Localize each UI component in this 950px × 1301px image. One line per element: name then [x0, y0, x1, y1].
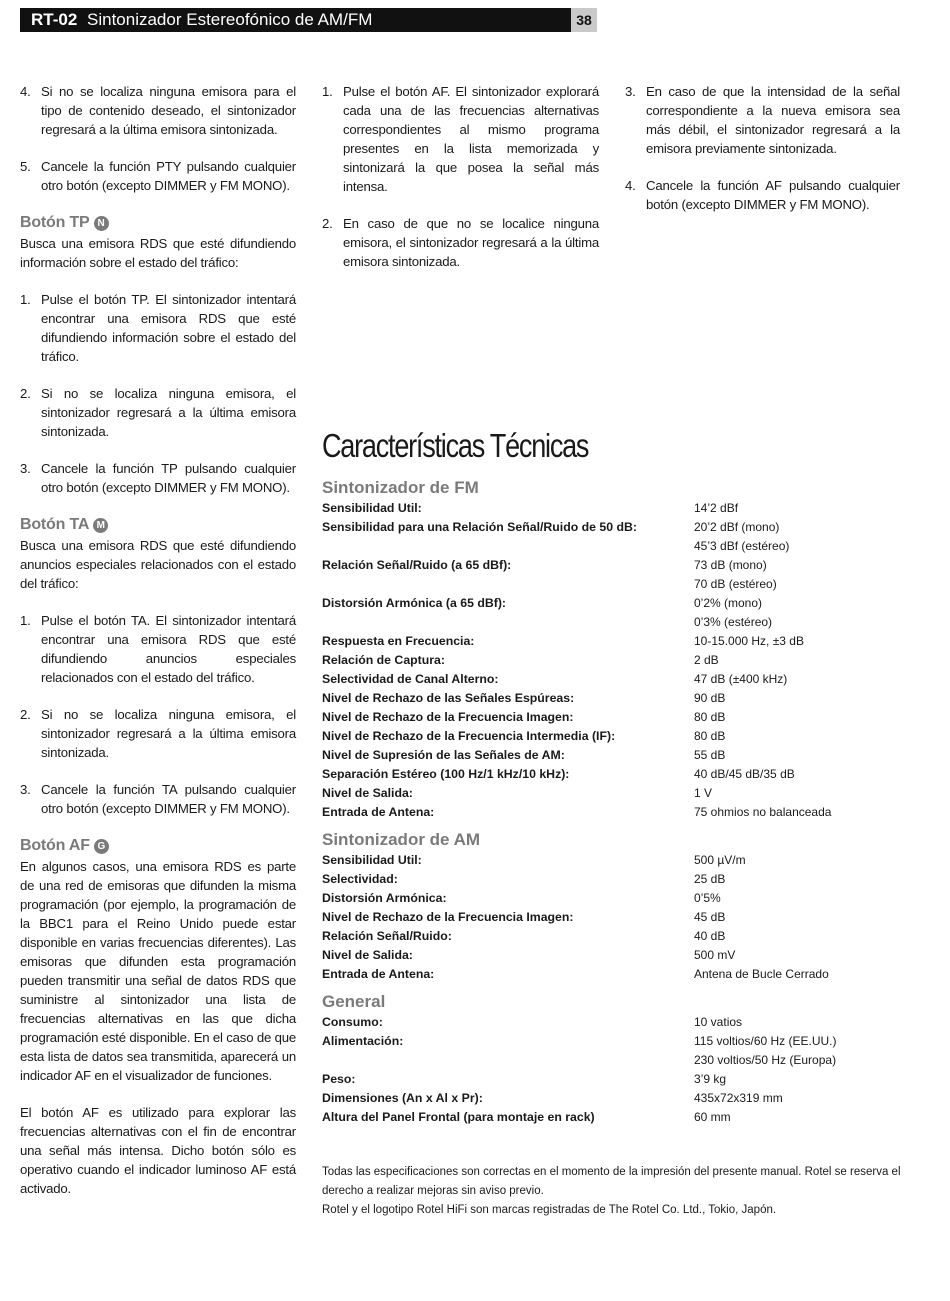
heading-text: Botón AF — [20, 837, 90, 854]
left-column — [20, 82, 296, 1216]
specs-title: Características Técnicas — [322, 427, 589, 464]
spec-row — [322, 1032, 902, 1051]
spec-value: 435x72x319 mm — [694, 1091, 783, 1105]
spec-value: 0’3% (estéreo) — [694, 615, 773, 629]
spec-value: 500 µV/m — [694, 853, 746, 867]
spec-label: Nivel de Rechazo de la Frecuencia Imagen: — [322, 910, 574, 924]
item-text: En caso de que no se localice ninguna emisora, el sintonizador regresará a la última emisora sintonizada. — [343, 216, 599, 269]
spec-value: 47 dB (±400 kHz) — [694, 672, 788, 686]
heading-text: Botón TP — [20, 214, 90, 231]
spec-value: 3’9 kg — [694, 1072, 727, 1086]
heading-text: Botón TA — [20, 516, 90, 533]
spec-label: Dimensiones (An x Al x Pr): — [322, 1091, 483, 1105]
spec-row — [322, 613, 902, 632]
spec-row — [322, 632, 902, 651]
item-number: 2. — [20, 386, 31, 401]
spec-value: 10 vatios — [694, 1015, 743, 1029]
spec-rows — [322, 1013, 902, 1127]
spec-row — [322, 908, 902, 927]
spec-row — [322, 499, 902, 518]
list-item — [20, 157, 296, 195]
item-text: Pulse el botón AF. El sintonizador explorará cada una de las frecuencias alternativas correspondientes al mismo programa presentes en la lista memorizada y sintonizará la que posea la señal más intensa. — [343, 84, 599, 194]
spec-label: Relación de Captura: — [322, 653, 445, 667]
spec-label: Selectividad: — [322, 872, 398, 886]
spec-value: 73 dB (mono) — [694, 558, 767, 572]
spec-row — [322, 670, 902, 689]
button-badge: G — [94, 839, 109, 854]
spec-row — [322, 1089, 902, 1108]
item-number: 5. — [20, 159, 31, 174]
spec-row — [322, 927, 902, 946]
item-text: Cancele la función PTY pulsando cualquier otro botón (excepto DIMMER y FM MONO). — [41, 159, 296, 193]
spec-row — [322, 594, 902, 613]
spec-value: 40 dB — [694, 929, 726, 943]
spec-label: Nivel de Rechazo de la Frecuencia Intermedia (IF): — [322, 729, 616, 743]
spec-value: 45 dB — [694, 910, 726, 924]
spec-row — [322, 575, 902, 594]
spec-row — [322, 689, 902, 708]
spec-value: 10-15.000 Hz, ±3 dB — [694, 634, 804, 648]
spec-heading: Sintonizador de AM — [322, 830, 481, 849]
item-number: 1. — [20, 292, 31, 307]
button-badge: M — [93, 518, 108, 533]
header-model: RT-02 — [31, 10, 78, 29]
spec-label: Nivel de Salida: — [322, 948, 413, 962]
spec-value: 60 mm — [694, 1110, 731, 1124]
spec-row — [322, 518, 902, 537]
spec-value: 80 dB — [694, 729, 726, 743]
item-text: Si no se localiza ninguna emisora para el tipo de contenido deseado, el sintonizador regresará a la última emisora sintonizada. — [41, 84, 296, 137]
spec-value: 0’2% (mono) — [694, 596, 763, 610]
spec-row — [322, 746, 902, 765]
item-text: Cancele la función TA pulsando cualquier otro botón (excepto DIMMER y FM MONO). — [41, 782, 296, 816]
spec-label: Consumo: — [322, 1015, 383, 1029]
spec-label: Entrada de Antena: — [322, 805, 435, 819]
list-item — [20, 780, 296, 818]
spec-row — [322, 708, 902, 727]
spec-row — [322, 727, 902, 746]
list-item — [20, 705, 296, 762]
spec-label: Distorsión Armónica: — [322, 891, 447, 905]
spec-row — [322, 946, 902, 965]
spec-label: Separación Estéreo (100 Hz/1 kHz/10 kHz): — [322, 767, 570, 781]
spec-row — [322, 784, 902, 803]
item-number: 1. — [322, 84, 333, 99]
spec-row — [322, 1013, 902, 1032]
spec-label: Sensibilidad Util: — [322, 501, 422, 515]
spec-label: Sensibilidad Util: — [322, 853, 422, 867]
spec-row — [322, 1108, 902, 1127]
spec-row — [322, 765, 902, 784]
item-text: Cancele la función TP pulsando cualquier otro botón (excepto DIMMER y FM MONO). — [41, 461, 296, 495]
spec-label: Nivel de Rechazo de la Frecuencia Imagen: — [322, 710, 574, 724]
spec-row — [322, 1051, 902, 1070]
page-number: 38 — [571, 8, 597, 32]
spec-value: 75 ohmios no balanceada — [694, 805, 832, 819]
spec-section-fm — [322, 477, 902, 822]
spec-row — [322, 803, 902, 822]
spec-value: 40 dB/45 dB/35 dB — [694, 767, 795, 781]
list-item — [625, 176, 900, 214]
spec-label: Distorsión Armónica (a 65 dBf): — [322, 596, 507, 610]
spec-label — [322, 613, 694, 632]
spec-value: 45’3 dBf (estéreo) — [694, 539, 790, 553]
item-text: En caso de que la intensidad de la señal correspondiente a la nueva emisora sea más débil, el sintonizador regresará a la emisora previamente sintonizada. — [646, 84, 900, 156]
item-text: Pulse el botón TP. El sintonizador intentará encontrar una emisora RDS que esté difundiendo información sobre el estado del tráfico. — [41, 292, 296, 364]
spec-value: 230 voltios/50 Hz (Europa) — [694, 1053, 837, 1067]
item-number: 3. — [625, 84, 636, 99]
header-bar — [20, 8, 571, 32]
paragraph: El botón AF es utilizado para explorar las frecuencias alternativas con el fin de encontrar una señal más intensa. Dicho botón sólo es operativo cuando el indicador luminoso AF está activado. — [20, 1105, 296, 1196]
middle-column — [322, 82, 599, 289]
spec-rows — [322, 851, 902, 984]
spec-row — [322, 651, 902, 670]
list-item — [322, 82, 599, 196]
spec-label: Respuesta en Frecuencia: — [322, 634, 475, 648]
spec-value: 20’2 dBf (mono) — [694, 520, 780, 534]
spec-section-general — [322, 991, 902, 1127]
spec-row — [322, 889, 902, 908]
spec-row — [322, 965, 902, 984]
item-number: 4. — [625, 178, 636, 193]
item-number: 2. — [20, 707, 31, 722]
list-item — [20, 82, 296, 139]
spec-value: 70 dB (estéreo) — [694, 577, 777, 591]
section-heading-ta — [20, 515, 296, 535]
section-intro: Busca una emisora RDS que esté difundiendo información sobre el estado del tráfico: — [20, 236, 296, 270]
spec-label: Nivel de Salida: — [322, 786, 413, 800]
item-number: 2. — [322, 216, 333, 231]
footnote — [322, 1163, 902, 1220]
right-column — [625, 82, 900, 232]
spec-rows — [322, 499, 902, 822]
list-item — [20, 459, 296, 497]
spec-row — [322, 870, 902, 889]
spec-row — [322, 537, 902, 556]
item-number: 3. — [20, 782, 31, 797]
spec-row — [322, 556, 902, 575]
spec-section-am — [322, 829, 902, 984]
list-item — [20, 611, 296, 687]
footnote-line: Todas las especificaciones son correctas en el momento de la impresión del presente manual. Rotel se reserva el derecho a realizar mejoras sin aviso previo. — [322, 1166, 901, 1197]
spec-label: Nivel de Supresión de las Señales de AM: — [322, 748, 565, 762]
specifications — [322, 425, 902, 1134]
spec-value: 25 dB — [694, 872, 726, 886]
footnote-line: Rotel y el logotipo Rotel HiFi son marcas registradas de The Rotel Co. Ltd., Tokio, Japón. — [322, 1204, 777, 1216]
page-header — [20, 8, 597, 32]
item-number: 3. — [20, 461, 31, 476]
spec-label: Nivel de Rechazo de las Señales Espúreas: — [322, 691, 575, 705]
spec-label: Selectividad de Canal Alterno: — [322, 672, 499, 686]
spec-value: 90 dB — [694, 691, 726, 705]
spec-label: Relación Señal/Ruido (a 65 dBf): — [322, 558, 512, 572]
section-heading-tp — [20, 213, 296, 233]
list-item — [625, 82, 900, 158]
spec-label: Entrada de Antena: — [322, 967, 435, 981]
item-text: Si no se localiza ninguna emisora, el sintonizador regresará a la última emisora sintonizada. — [41, 386, 296, 439]
list-item — [322, 214, 599, 271]
spec-value: Antena de Bucle Cerrado — [694, 967, 829, 981]
spec-label — [322, 537, 694, 556]
spec-value: 80 dB — [694, 710, 726, 724]
spec-value: 55 dB — [694, 748, 726, 762]
item-text: Si no se localiza ninguna emisora, el sintonizador regresará a la última emisora sintonizada. — [41, 707, 296, 760]
item-text: Pulse el botón TA. El sintonizador intentará encontrar una emisora RDS que esté difundiendo anuncios especiales relacionados con el estado del tráfico. — [41, 613, 296, 685]
list-item — [20, 384, 296, 441]
spec-label: Relación Señal/Ruido: — [322, 929, 452, 943]
spec-heading: General — [322, 992, 386, 1011]
spec-label: Altura del Panel Frontal (para montaje en rack) — [322, 1110, 595, 1124]
list-item — [20, 290, 296, 366]
spec-value: 0’5% — [694, 891, 721, 905]
spec-row — [322, 851, 902, 870]
spec-label: Alimentación: — [322, 1034, 404, 1048]
item-number: 1. — [20, 613, 31, 628]
spec-heading: Sintonizador de FM — [322, 478, 479, 497]
spec-label: Sensibilidad para una Relación Señal/Ruido de 50 dB: — [322, 520, 638, 534]
button-badge: N — [94, 216, 109, 231]
spec-label — [322, 1051, 694, 1070]
spec-value: 14’2 dBf — [694, 501, 739, 515]
spec-value: 1 V — [694, 786, 713, 800]
spec-value: 2 dB — [694, 653, 719, 667]
spec-label — [322, 575, 694, 594]
header-title: Sintonizador Estereofónico de AM/FM — [87, 10, 373, 29]
paragraph: En algunos casos, una emisora RDS es parte de una red de emisoras que difunden la misma programación (por ejemplo, la programación de la BBC1 para el Reino Unido puede estar disponible en varias frecuencias diferentes). Las emisoras que difunden esta programación pueden transmitir una señal de datos RDS que suministre al sintonizador una lista de frecuencias alternativas en las que dicha programación esté disponible. En el caso de que esta lista de datos sea transmitida, aparecerá un indicador AF en el visualizador de funciones. — [20, 859, 296, 1083]
section-heading-af — [20, 836, 296, 856]
spec-row — [322, 1070, 902, 1089]
spec-label: Peso: — [322, 1072, 356, 1086]
item-text: Cancele la función AF pulsando cualquier botón (excepto DIMMER y FM MONO). — [646, 178, 900, 212]
item-number: 4. — [20, 84, 31, 99]
spec-value: 115 voltios/60 Hz (EE.UU.) — [694, 1034, 837, 1048]
section-intro: Busca una emisora RDS que esté difundiendo anuncios especiales relacionados con el estado del tráfico: — [20, 538, 296, 591]
spec-value: 500 mV — [694, 948, 736, 962]
